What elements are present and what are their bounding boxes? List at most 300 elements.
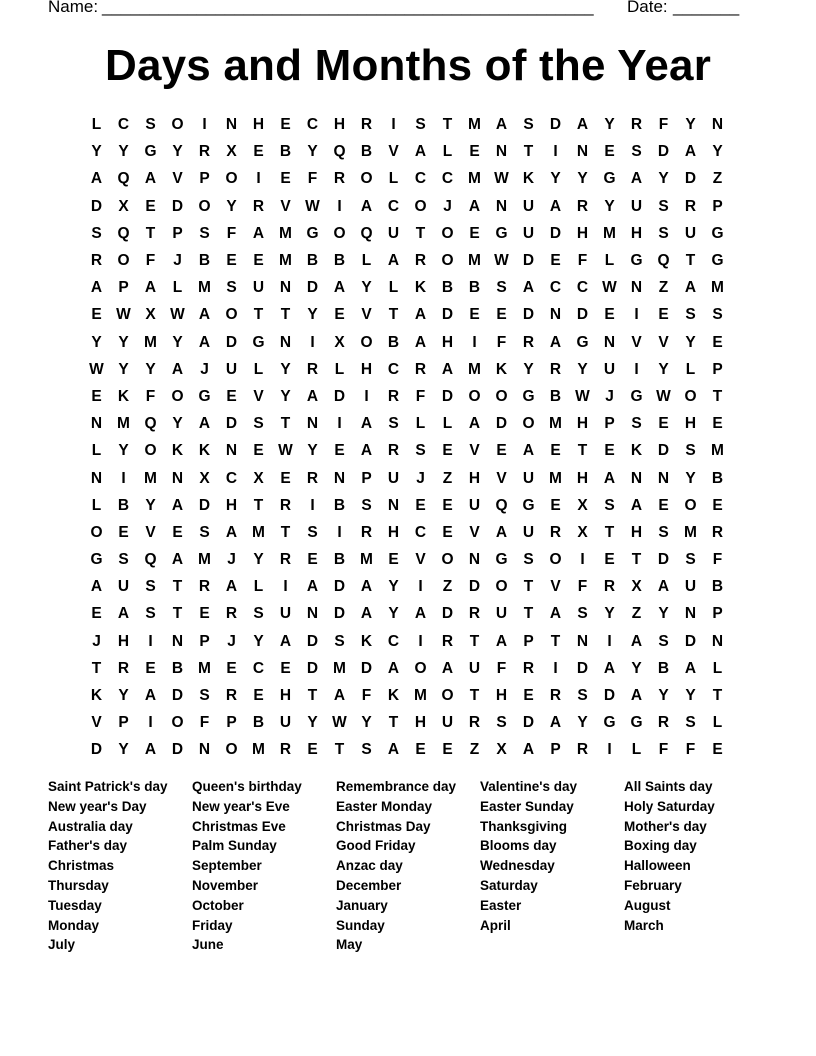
grid-letter: O [117,252,130,270]
grid-letter: O [171,714,184,732]
grid-letter: A [414,605,427,623]
grid-letter: E [658,496,669,514]
grid-letter: H [360,360,373,378]
word-bank-item: Sunday [336,917,385,933]
grid-letter: R [468,605,481,623]
grid-letter: D [90,197,103,215]
grid-letter: D [657,551,670,569]
grid-letter: M [549,469,562,487]
grid-letter: B [117,496,130,514]
grid-letter: Q [495,496,508,514]
grid-letter: O [549,551,562,569]
grid-letter: Y [388,605,399,623]
word-bank-item: August [624,897,671,913]
grid-letter: D [171,741,184,759]
grid-letter: B [252,714,265,732]
grid-letter: A [549,714,562,732]
grid-letter: N [711,632,724,650]
grid-letter: G [630,387,643,405]
grid-letter: N [90,469,103,487]
grid-letter: Y [604,197,615,215]
grid-letter: G [576,333,589,351]
grid-letter: N [225,442,238,460]
grid-letter: A [414,143,427,161]
grid-letter: E [604,442,615,460]
grid-letter: C [387,360,400,378]
word-column [480,777,624,935]
grid-row [83,274,733,301]
grid-letter: A [414,333,427,351]
grid-letter: R [225,687,238,705]
word-bank-item: Holy Saturday [624,798,715,814]
grid-letter: E [334,442,345,460]
grid-letter: A [468,197,481,215]
grid-letter: O [441,252,454,270]
grid-letter: O [360,170,373,188]
grid-letter: A [360,442,373,460]
page-title: Days and Months of the Year [104,41,712,90]
grid-row [83,600,733,627]
grid-letter: R [306,360,319,378]
grid-letter: I [310,496,315,514]
grid-letter: G [495,551,508,569]
grid-letter: T [523,578,534,596]
grid-letter: V [496,469,507,487]
grid-letter: H [576,224,589,242]
grid-letter: I [553,659,558,677]
grid-letter: E [145,659,156,677]
grid-letter: D [441,605,454,623]
grid-letter: H [225,496,238,514]
grid-letter: A [468,415,481,433]
word-bank-item: Good Friday [336,838,416,854]
grid-letter: Y [91,143,102,161]
grid-letter: D [225,333,238,351]
grid-letter: S [199,224,210,242]
grid-letter: A [387,741,400,759]
grid-letter: U [468,496,481,514]
grid-letter: E [253,143,264,161]
grid-letter: J [227,551,236,569]
grid-letter: O [495,578,508,596]
grid-letter: C [549,279,562,297]
grid-letter: X [334,333,345,351]
grid-letter: T [280,415,291,433]
grid-letter: Z [442,469,453,487]
grid-letter: R [576,741,589,759]
grid-letter: Y [631,659,642,677]
grid-letter: I [472,333,477,351]
grid-letter: A [684,279,697,297]
grid-letter: B [198,252,211,270]
name-label: Name: [48,0,99,16]
grid-letter: O [441,687,454,705]
grid-letter: G [522,387,535,405]
grid-letter: B [333,496,346,514]
grid-letter: S [415,116,426,134]
word-bank-item: Halloween [624,858,691,874]
grid-letter: S [199,687,210,705]
grid-letter: A [252,224,265,242]
grid-letter: T [253,496,264,514]
grid-letter: Y [145,360,156,378]
grid-letter: Y [658,605,669,623]
grid-letter: E [253,252,264,270]
grid-letter: L [253,360,264,378]
grid-letter: O [171,116,184,134]
grid-row [83,492,733,519]
grid-row [83,628,733,655]
grid-letter: S [712,306,723,324]
grid-letter: R [387,442,400,460]
grid-letter: F [199,714,210,732]
grid-letter: V [469,523,480,541]
grid-letter: N [279,279,292,297]
grid-letter: E [118,523,129,541]
grid-letter: E [496,442,507,460]
grid-letter: X [631,578,642,596]
grid-letter: O [225,741,238,759]
grid-letter: O [441,551,454,569]
grid-letter: R [360,523,373,541]
grid-letter: T [577,442,588,460]
grid-letter: G [144,143,157,161]
grid-letter: K [522,170,535,188]
grid-letter: X [145,306,156,324]
grid-letter: M [279,224,292,242]
grid-letter: M [549,415,562,433]
grid-letter: T [388,306,399,324]
grid-letter: B [549,387,562,405]
grid-letter: A [684,659,697,677]
grid-letter: K [117,387,130,405]
grid-letter: U [117,578,130,596]
grid-letter: D [576,306,589,324]
grid-letter: T [523,605,534,623]
grid-letter: Q [117,170,130,188]
grid-letter: W [278,442,293,460]
grid-letter: R [657,714,670,732]
grid-letter: Y [658,687,669,705]
word-bank-item: Anzac day [336,858,403,874]
grid-row [83,301,733,328]
grid-letter: D [576,659,589,677]
grid-letter: E [712,333,723,351]
grid-letter: R [549,687,562,705]
grid-letter: E [91,306,102,324]
grid-letter: J [173,252,182,270]
grid-letter: M [468,252,481,270]
grid-letter: T [523,143,534,161]
word-bank-item: Mother's day [624,818,707,834]
grid-letter: E [253,442,264,460]
grid-letter: U [495,605,508,623]
grid-letter: A [522,442,535,460]
grid-letter: E [442,442,453,460]
grid-letter: W [575,387,590,405]
word-bank-item: September [192,858,262,874]
grid-letter: I [148,632,153,650]
word-column [624,777,768,935]
word-bank-item: Christmas Eve [192,818,286,834]
grid-letter: T [550,632,561,650]
grid-letter: W [332,714,347,732]
word-bank-item: April [480,917,511,933]
grid-letter: W [89,360,104,378]
grid-letter: G [522,496,535,514]
grid-letter: R [711,523,724,541]
grid-letter: D [90,741,103,759]
word-bank-item: New year's Eve [192,798,290,814]
grid-letter: S [361,741,372,759]
grid-letter: Y [280,387,291,405]
grid-row [83,193,733,220]
grid-letter: N [90,415,103,433]
grid-letter: E [658,306,669,324]
word-bank-item: Palm Sunday [192,838,277,854]
grid-row [83,546,733,573]
grid-letter: H [414,714,427,732]
grid-letter: Y [226,197,237,215]
grid-letter: Q [333,143,346,161]
grid-letter: R [549,360,562,378]
grid-letter: M [252,523,265,541]
grid-letter: C [387,197,400,215]
grid-letter: S [253,605,264,623]
grid-letter: I [553,143,558,161]
grid-letter: Y [685,116,696,134]
grid-letter: D [522,252,535,270]
grid-letter: D [198,496,211,514]
grid-letter: Y [118,333,129,351]
grid-letter: O [684,496,697,514]
grid-letter: S [388,415,399,433]
grid-letter: E [388,551,399,569]
grid-letter: A [144,170,157,188]
grid-row [83,464,733,491]
grid-letter: E [550,496,561,514]
grid-letter: P [361,469,372,487]
grid-letter: R [549,523,562,541]
grid-letter: V [361,306,372,324]
grid-letter: A [144,279,157,297]
grid-letter: S [685,714,696,732]
grid-letter: E [415,496,426,514]
grid-letter: A [360,578,373,596]
grid-letter: G [630,714,643,732]
grid-letter: Y [361,279,372,297]
grid-letter: L [361,252,372,270]
grid-letter: N [171,632,184,650]
grid-letter: J [416,469,425,487]
grid-letter: I [364,387,369,405]
grid-letter: V [388,143,399,161]
grid-letter: L [712,659,723,677]
grid-letter: E [442,741,453,759]
word-bank-item: Saint Patrick's day [48,779,168,794]
grid-letter: Y [253,551,264,569]
grid-letter: R [576,197,589,215]
grid-letter: M [144,469,157,487]
grid-letter: Y [118,687,129,705]
grid-letter: N [279,333,292,351]
grid-letter: E [550,252,561,270]
grid-letter: A [441,360,454,378]
grid-letter: C [387,632,400,650]
grid-letter: X [253,469,264,487]
grid-letter: A [630,496,643,514]
grid-letter: I [337,197,342,215]
grid-letter: W [170,306,185,324]
grid-row [83,111,733,138]
grid-letter: M [468,116,481,134]
word-bank-item: Father's day [48,838,127,854]
grid-letter: R [603,578,616,596]
grid-letter: R [333,170,346,188]
grid-letter: D [171,687,184,705]
word-bank-item: Friday [192,917,233,933]
grid-letter: P [712,605,723,623]
grid-letter: N [657,469,670,487]
grid-letter: R [90,252,103,270]
grid-letter: E [712,741,723,759]
grid-letter: I [607,741,612,759]
grid-letter: M [198,659,211,677]
grid-letter: E [550,442,561,460]
grid-letter: A [495,523,508,541]
grid-letter: T [388,714,399,732]
grid-letter: R [522,659,535,677]
grid-letter: Y [658,360,669,378]
name-field-line[interactable]: ____________________________________________________ [102,0,594,16]
grid-letter: O [360,333,373,351]
grid-letter: W [602,279,617,297]
grid-letter: L [91,496,102,514]
grid-letter: H [630,523,643,541]
grid-letter: H [576,415,589,433]
grid-letter: P [712,360,723,378]
grid-letter: D [333,605,346,623]
grid-letter: K [198,442,211,460]
grid-row [83,709,733,736]
word-bank-item: Valentine's day [480,779,578,794]
grid-letter: R [684,197,697,215]
grid-letter: A [279,632,292,650]
grid-letter: I [310,333,315,351]
grid-letter: R [252,197,265,215]
grid-letter: A [522,741,535,759]
grid-letter: D [684,170,697,188]
grid-letter: D [441,387,454,405]
word-bank-item: Christmas Day [336,818,431,834]
grid-letter: J [605,387,614,405]
grid-letter: Y [577,170,588,188]
grid-letter: J [200,360,209,378]
grid-letter: S [631,143,642,161]
grid-letter: D [306,279,319,297]
grid-letter: S [91,224,102,242]
grid-letter: L [388,279,399,297]
grid-letter: S [658,224,669,242]
grid-letter: U [279,714,292,732]
grid-letter: U [522,224,535,242]
grid-letter: Q [144,415,157,433]
grid-letter: D [603,687,616,705]
grid-letter: H [684,415,697,433]
grid-letter: X [496,741,507,759]
grid-row [83,573,733,600]
grid-letter: A [630,687,643,705]
grid-letter: N [576,143,589,161]
grid-letter: P [199,170,210,188]
grid-letter: B [711,578,724,596]
grid-letter: S [658,197,669,215]
grid-letter: R [414,252,427,270]
grid-letter: Z [712,170,723,188]
grid-letter: N [495,197,508,215]
grid-letter: A [441,659,454,677]
grid-letter: E [415,741,426,759]
grid-letter: U [630,197,643,215]
grid-letter: D [549,116,562,134]
grid-letter: N [333,469,346,487]
grid-letter: A [198,415,211,433]
grid-letter: V [550,578,561,596]
grid-letter: A [117,605,130,623]
grid-letter: L [253,578,264,596]
grid-letter: R [630,116,643,134]
grid-letter: H [117,632,130,650]
grid-letter: M [279,252,292,270]
grid-letter: W [305,197,320,215]
grid-letter: X [577,496,588,514]
grid-letter: X [199,469,210,487]
grid-letter: A [171,496,184,514]
grid-letter: Y [307,143,318,161]
grid-letter: F [658,741,669,759]
grid-letter: R [279,496,292,514]
grid-row [83,437,733,464]
grid-letter: N [306,415,319,433]
grid-letter: E [280,170,291,188]
grid-letter: H [630,224,643,242]
grid-letter: C [414,523,427,541]
grid-letter: N [198,741,211,759]
grid-letter: C [576,279,589,297]
grid-letter: P [226,714,237,732]
grid-letter: N [306,605,319,623]
grid-letter: R [414,360,427,378]
grid-letter: T [307,687,318,705]
grid-letter: U [441,714,454,732]
grid-letter: B [387,333,400,351]
grid-letter: K [171,442,184,460]
date-field-line[interactable]: _______ [673,0,740,16]
grid-letter: I [121,469,126,487]
grid-letter: U [252,279,265,297]
grid-letter: I [580,551,585,569]
grid-letter: Y [172,415,183,433]
grid-letter: S [226,279,237,297]
grid-letter: I [391,116,396,134]
grid-letter: E [523,687,534,705]
grid-letter: J [227,632,236,650]
grid-letter: R [522,333,535,351]
grid-letter: V [631,333,642,351]
grid-letter: B [171,659,184,677]
grid-letter: H [387,523,400,541]
grid-letter: G [711,252,724,270]
